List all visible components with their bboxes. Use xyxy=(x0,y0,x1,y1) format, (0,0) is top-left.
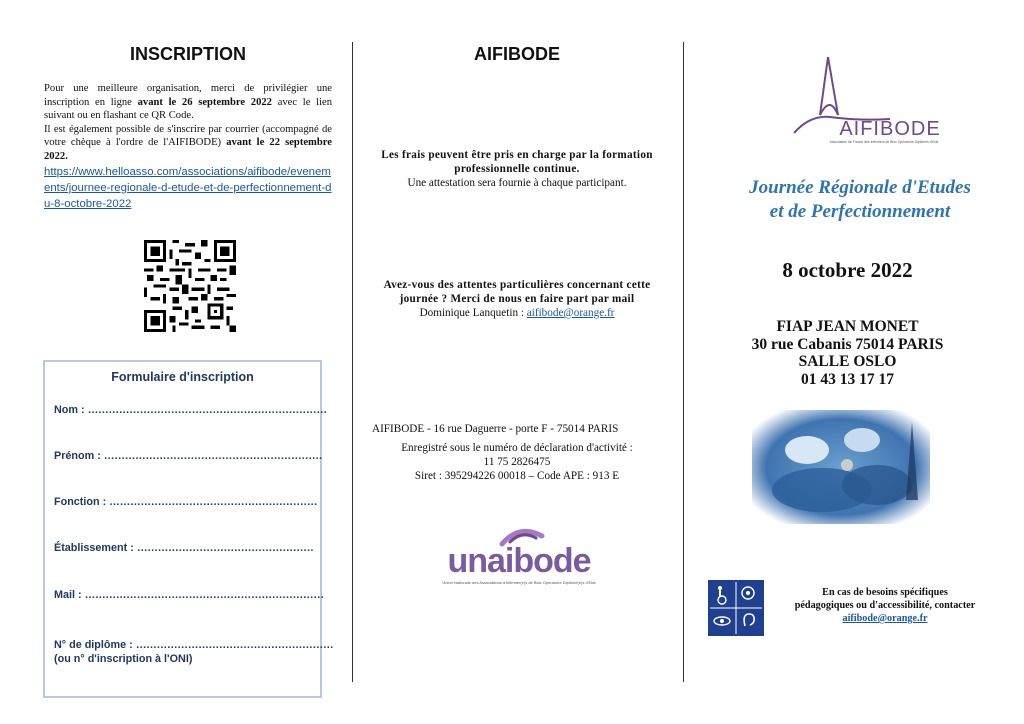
venue-info xyxy=(700,318,995,388)
aifibode-logo-tagline: Association de France des Infirmiers de Bloc Opératoire Diplômés d'Etat xyxy=(829,140,939,144)
aifibode-title: AIFIBODE xyxy=(473,44,560,64)
event-date: 8 octobre 2022 xyxy=(782,258,913,282)
expectations-text: Avez-vous des attentes particulières concernant cette journée ? Merci de nous en faire part par mail xyxy=(383,279,651,305)
column-separator-left xyxy=(352,42,353,682)
form-label-diplome: N° de diplôme : xyxy=(54,639,133,651)
access-line1: En cas de besoins spécifiques xyxy=(822,587,948,598)
event-title-line2: et de Perfectionnement xyxy=(769,201,951,222)
form-label-mail: Mail : xyxy=(54,589,82,601)
contact-email-link[interactable]: aifibode@orange.fr xyxy=(526,307,615,319)
venue-phone: 01 43 13 17 17 xyxy=(801,370,894,388)
event-title xyxy=(700,176,1020,224)
unaibode-tagline: Union Nationale des Associations d'Infirmier(e)s de Bloc Opératoire Diplômé(e)s d'Etat xyxy=(442,580,596,585)
access-email-link[interactable]: aifibode@orange.fr xyxy=(842,613,928,624)
unaibode-logo-text: unaibode xyxy=(447,542,591,580)
intro-text-1: Pour une meilleure organisation, merci de privilégier une inscription en ligne xyxy=(44,83,332,108)
expectations-info xyxy=(368,278,666,320)
funding-text: Les frais peuvent être pris en charge par la formation professionnelle continue. xyxy=(381,149,653,175)
venue-room: SALLE OSLO xyxy=(798,353,897,370)
siret-text: Siret : 395294226 00018 – Code APE : 913 E xyxy=(414,470,620,482)
form-field-etablissement[interactable]: Établissement : …………………………………………… xyxy=(54,542,314,554)
event-title-line1: Journée Régionale d'Etudes xyxy=(749,177,971,198)
form-field-diplome[interactable]: N° de diplôme : ………………………………………………… xyxy=(54,639,334,651)
surgery-photo xyxy=(752,410,930,524)
form-field-prenom[interactable]: Prénom : ……………………………………………………… xyxy=(54,450,323,462)
accessibility-icons xyxy=(708,580,764,636)
registration-form xyxy=(43,360,334,698)
contact-name: Dominique Lanquetin : xyxy=(419,307,524,319)
unaibode-logo xyxy=(424,522,614,590)
venue-address: 30 rue Cabanis 75014 PARIS xyxy=(751,335,944,353)
intro-deadline-online: avant le 26 septembre 2022 xyxy=(137,96,272,108)
qr-code-icon[interactable] xyxy=(144,240,236,332)
helloasso-link[interactable]: https://www.helloasso.com/associations/aifibode/evenements/journee-regionale-d-etude-et-de-perfectionnement-du-8-octobre-2022 xyxy=(44,165,332,210)
form-label-nom: Nom : xyxy=(54,404,85,416)
org-address: AIFIBODE - 16 rue Daguerre - porte F - 75014 PARIS xyxy=(372,423,619,435)
intro-text-2: Il est également possible de s'inscrire par courrier (accompagné de votre chèque à l'ordre de l'AIFIBODE) xyxy=(44,123,332,149)
attestation-text: Une attestation sera fournie à chaque participant. xyxy=(407,177,627,189)
accessibility-info xyxy=(770,586,1000,625)
funding-info xyxy=(372,148,662,190)
form-field-fonction[interactable]: Fonction : …………………………………………………… xyxy=(54,496,318,508)
form-diploma-note: (ou n° d'inscription à l'ONI) xyxy=(54,653,193,665)
registration-text: Enregistré sous le numéro de déclaration d'activité : xyxy=(401,442,633,454)
form-label-prenom: Prénom : xyxy=(54,450,101,462)
aifibode-logo xyxy=(790,55,950,145)
org-registration xyxy=(372,441,662,483)
inscription-instructions xyxy=(44,82,332,212)
form-label-fonction: Fonction : xyxy=(54,496,107,508)
venue-name: FIAP JEAN MONET xyxy=(776,318,919,335)
intro-text-1-end: avec le lien suivant ou en flashant ce QR Code. xyxy=(44,96,333,122)
form-field-mail[interactable]: Mail : …………………………………………………………… xyxy=(54,589,324,601)
form-title: Formulaire d'inscription xyxy=(111,370,254,384)
intro-deadline-mail: avant le 22 septembre 2022. xyxy=(44,137,332,162)
access-line2: pédagogiques ou d'accessibilité, contacter xyxy=(794,600,976,611)
column-separator-right xyxy=(683,42,684,682)
form-label-etablissement: Établissement : xyxy=(54,542,134,554)
form-field-nom[interactable]: Nom : …………………………………………………………… xyxy=(54,404,327,416)
inscription-title: INSCRIPTION xyxy=(129,44,246,64)
aifibode-logo-text: AIFIBODE xyxy=(839,118,941,140)
registration-number: 11 75 2826475 xyxy=(483,456,551,468)
